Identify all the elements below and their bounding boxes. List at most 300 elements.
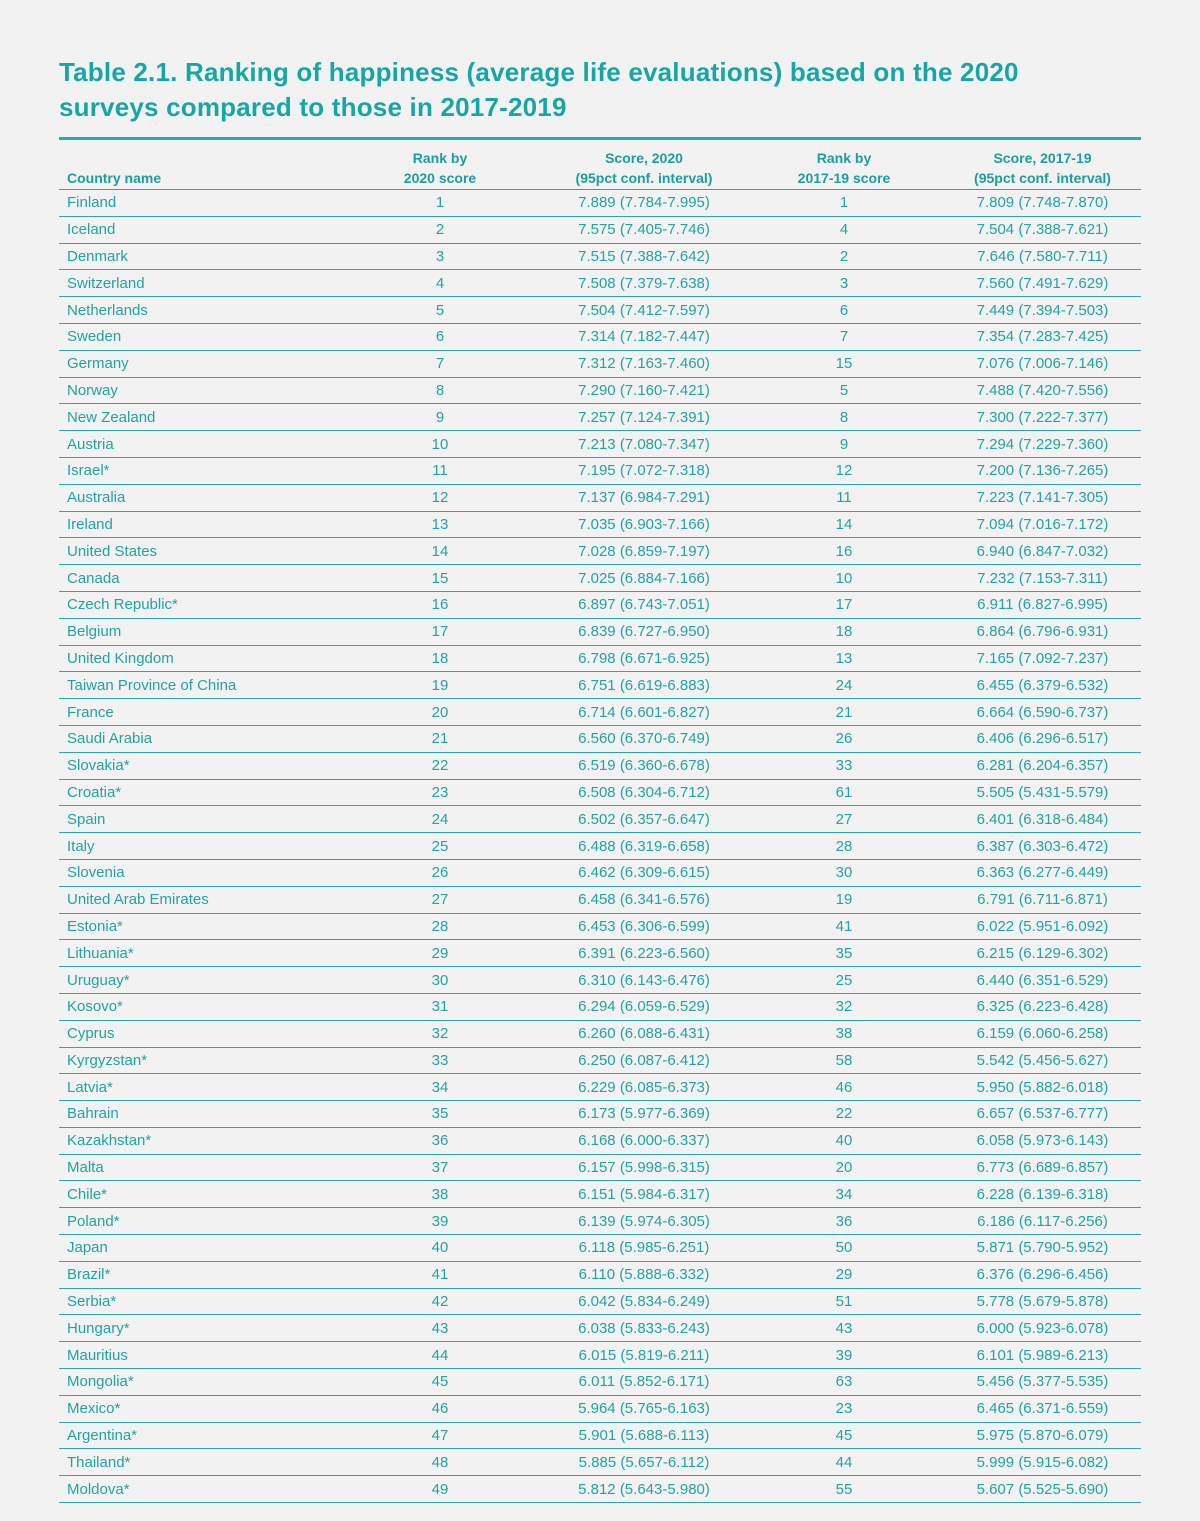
- cell-country-name: Chile*: [67, 1185, 108, 1203]
- cell-rank-2017-19: 55: [835, 1480, 853, 1498]
- table-row: [59, 1262, 1141, 1289]
- title-line-2: surveys compared to those in 2017-2019: [59, 92, 567, 122]
- table-row: [59, 458, 1141, 485]
- table-body: [59, 190, 1141, 1503]
- header-rank-2017-19-line-1: Rank by: [816, 150, 872, 166]
- cell-rank-2017-19: 10: [835, 569, 853, 587]
- table-row: [59, 297, 1141, 324]
- header-score-2017-19-line-2: (95pct conf. interval): [974, 170, 1111, 186]
- cell-country-name: Germany: [67, 355, 129, 373]
- cell-score-2017-19: 5.871 (5.790-5.952): [976, 1239, 1109, 1257]
- cell-rank-2017-19: 23: [835, 1400, 853, 1418]
- table-row: [59, 244, 1141, 271]
- cell-country-name: Taiwan Province of China: [67, 676, 237, 694]
- cell-country-name: Mexico*: [67, 1400, 121, 1418]
- table-row: [59, 1235, 1141, 1262]
- cell-rank-2020: 48: [431, 1453, 449, 1471]
- cell-rank-2020: 31: [431, 998, 449, 1016]
- cell-score-2020: 6.157 (5.998-6.315): [578, 1159, 710, 1177]
- header-score-2017-19: [944, 148, 1141, 188]
- cell-score-2020: 6.508 (6.304-6.712): [578, 783, 710, 801]
- cell-rank-2020: 18: [431, 649, 449, 667]
- cell-rank-2020: 25: [431, 837, 449, 855]
- table-row: [59, 1342, 1141, 1369]
- cell-country-name: France: [67, 703, 114, 721]
- cell-country-name: Estonia*: [67, 917, 123, 935]
- cell-score-2017-19: 5.950 (5.882-6.018): [976, 1078, 1109, 1096]
- cell-score-2017-19: 6.440 (6.351-6.529): [976, 971, 1109, 989]
- cell-rank-2017-19: 43: [835, 1319, 853, 1337]
- header-country: [59, 168, 336, 188]
- cell-score-2020: 7.515 (7.388-7.642): [578, 247, 710, 265]
- cell-country-name: Bahrain: [67, 1105, 119, 1123]
- cell-score-2017-19: 6.387 (6.303-6.472): [976, 837, 1109, 855]
- table-row: [59, 994, 1141, 1021]
- cell-score-2020: 6.488 (6.319-6.658): [578, 837, 710, 855]
- cell-score-2020: 6.042 (5.834-6.249): [578, 1293, 710, 1311]
- table-row: [59, 753, 1141, 780]
- cell-score-2020: 6.453 (6.306-6.599): [578, 917, 710, 935]
- cell-score-2017-19: 5.999 (5.915-6.082): [976, 1453, 1109, 1471]
- cell-rank-2017-19: 11: [836, 489, 852, 507]
- cell-rank-2020: 8: [435, 381, 445, 399]
- cell-country-name: Finland: [67, 194, 117, 212]
- cell-rank-2017-19: 34: [835, 1185, 853, 1203]
- header-rank-2020-line-1: Rank by: [412, 150, 468, 166]
- table-row: [59, 967, 1141, 994]
- cell-country-name: Mauritius: [67, 1346, 128, 1364]
- table-row: [59, 780, 1141, 807]
- cell-score-2020: 7.257 (7.124-7.391): [578, 408, 710, 426]
- cell-score-2017-19: 6.791 (6.711-6.871): [977, 891, 1108, 909]
- cell-rank-2020: 24: [431, 810, 449, 828]
- cell-score-2017-19: 5.456 (5.377-5.535): [976, 1373, 1109, 1391]
- cell-rank-2017-19: 25: [835, 971, 853, 989]
- table-row: [59, 940, 1141, 967]
- cell-country-name: Thailand*: [67, 1453, 131, 1471]
- cell-rank-2017-19: 8: [839, 408, 849, 426]
- table-row: [59, 1021, 1141, 1048]
- cell-score-2020: 7.137 (6.984-7.291): [578, 489, 710, 507]
- header-country-label: Country name: [67, 170, 162, 186]
- cell-rank-2020: 5: [435, 301, 445, 319]
- cell-country-name: Denmark: [67, 247, 128, 265]
- cell-rank-2020: 17: [431, 623, 449, 641]
- table-row: [59, 806, 1141, 833]
- cell-score-2020: 6.897 (6.743-7.051): [578, 596, 710, 614]
- cell-rank-2020: 10: [431, 435, 449, 453]
- table-row: [59, 1449, 1141, 1476]
- cell-rank-2020: 39: [431, 1212, 449, 1230]
- table-row: [59, 512, 1141, 539]
- cell-score-2020: 6.139 (5.974-6.305): [578, 1212, 710, 1230]
- cell-score-2017-19: 5.542 (5.456-5.627): [976, 1051, 1109, 1069]
- cell-score-2020: 6.458 (6.341-6.576): [578, 891, 710, 909]
- cell-rank-2017-19: 40: [835, 1132, 853, 1150]
- cell-score-2017-19: 6.664 (6.590-6.737): [976, 703, 1109, 721]
- cell-score-2017-19: 6.101 (5.989-6.213): [976, 1346, 1109, 1364]
- cell-rank-2017-19: 20: [835, 1159, 853, 1177]
- cell-rank-2017-19: 61: [835, 783, 853, 801]
- table-row: [59, 1315, 1141, 1342]
- cell-score-2017-19: 6.000 (5.923-6.078): [976, 1319, 1109, 1337]
- cell-score-2020: 6.118 (5.985-6.251): [578, 1239, 710, 1257]
- cell-score-2020: 7.508 (7.379-7.638): [578, 274, 710, 292]
- cell-score-2017-19: 6.465 (6.371-6.559): [976, 1400, 1109, 1418]
- cell-rank-2017-19: 13: [835, 649, 853, 667]
- table-row: [59, 351, 1141, 378]
- cell-country-name: Czech Republic*: [67, 596, 178, 614]
- cell-score-2017-19: 6.363 (6.277-6.449): [976, 864, 1109, 882]
- cell-score-2020: 6.229 (6.085-6.373): [578, 1078, 710, 1096]
- table-row: [59, 1048, 1141, 1075]
- cell-score-2017-19: 6.215 (6.129-6.302): [976, 944, 1109, 962]
- table-row: [59, 672, 1141, 699]
- cell-rank-2017-19: 22: [835, 1105, 853, 1123]
- table-row: [59, 1181, 1141, 1208]
- cell-country-name: Croatia*: [67, 783, 122, 801]
- table-row: [59, 1101, 1141, 1128]
- cell-score-2017-19: 7.076 (7.006-7.146): [976, 355, 1109, 373]
- cell-country-name: Italy: [67, 837, 95, 855]
- table-row: [59, 860, 1141, 887]
- cell-rank-2017-19: 14: [835, 515, 853, 533]
- cell-rank-2017-19: 21: [835, 703, 853, 721]
- cell-rank-2017-19: 6: [839, 301, 849, 319]
- header-score-2020: [544, 148, 744, 188]
- table-row: [59, 1423, 1141, 1450]
- table-row: [59, 1155, 1141, 1182]
- cell-score-2020: 6.839 (6.727-6.950): [578, 623, 710, 641]
- cell-country-name: Switzerland: [67, 274, 145, 292]
- cell-score-2017-19: 7.560 (7.491-7.629): [976, 274, 1109, 292]
- cell-score-2020: 7.889 (7.784-7.995): [578, 194, 710, 212]
- cell-country-name: Iceland: [67, 221, 116, 239]
- cell-rank-2017-19: 4: [839, 221, 849, 239]
- cell-rank-2020: 21: [431, 730, 449, 748]
- cell-score-2017-19: 6.864 (6.796-6.931): [976, 623, 1109, 641]
- cell-score-2017-19: 7.488 (7.420-7.556): [976, 381, 1109, 399]
- table-row: [59, 431, 1141, 458]
- cell-country-name: Canada: [67, 569, 120, 587]
- cell-rank-2020: 37: [431, 1159, 449, 1177]
- table-row: [59, 699, 1141, 726]
- table-row: [59, 726, 1141, 753]
- cell-score-2017-19: 6.186 (6.117-6.256): [977, 1212, 1108, 1230]
- cell-rank-2017-19: 30: [835, 864, 853, 882]
- cell-score-2020: 6.751 (6.619-6.883): [578, 676, 710, 694]
- cell-score-2017-19: 5.975 (5.870-6.079): [976, 1427, 1109, 1445]
- cell-country-name: United Kingdom: [67, 649, 174, 667]
- cell-score-2017-19: 5.505 (5.431-5.579): [976, 783, 1109, 801]
- cell-score-2020: 6.168 (6.000-6.337): [578, 1132, 710, 1150]
- cell-rank-2017-19: 18: [835, 623, 853, 641]
- cell-rank-2020: 16: [431, 596, 449, 614]
- cell-score-2020: 6.173 (5.977-6.369): [578, 1105, 710, 1123]
- cell-score-2020: 6.310 (6.143-6.476): [578, 971, 710, 989]
- cell-country-name: Norway: [67, 381, 118, 399]
- cell-country-name: Mongolia*: [67, 1373, 134, 1391]
- cell-rank-2017-19: 5: [839, 381, 849, 399]
- cell-rank-2020: 33: [431, 1051, 449, 1069]
- cell-country-name: Slovenia: [67, 864, 125, 882]
- cell-country-name: Spain: [67, 810, 106, 828]
- cell-rank-2017-19: 58: [835, 1051, 853, 1069]
- cell-score-2020: 6.714 (6.601-6.827): [578, 703, 710, 721]
- cell-score-2020: 7.290 (7.160-7.421): [578, 381, 710, 399]
- cell-country-name: United Arab Emirates: [67, 891, 209, 909]
- cell-score-2020: 6.151 (5.984-6.317): [578, 1185, 710, 1203]
- cell-score-2017-19: 7.354 (7.283-7.425): [976, 328, 1109, 346]
- cell-score-2020: 7.195 (7.072-7.318): [578, 462, 710, 480]
- cell-rank-2017-19: 3: [839, 274, 849, 292]
- cell-rank-2020: 4: [435, 274, 445, 292]
- table-row: [59, 1369, 1141, 1396]
- cell-rank-2020: 1: [435, 194, 445, 212]
- cell-score-2020: 6.260 (6.088-6.431): [578, 1025, 710, 1043]
- header-rank-2020-line-2: 2020 score: [403, 170, 477, 186]
- cell-country-name: Ireland: [67, 515, 113, 533]
- cell-rank-2017-19: 2: [839, 247, 849, 265]
- header-score-2020-line-1: Score, 2020: [605, 150, 683, 166]
- cell-country-name: Kosovo*: [67, 998, 123, 1016]
- cell-score-2017-19: 5.607 (5.525-5.690): [976, 1480, 1109, 1498]
- title-line-1: Table 2.1. Ranking of happiness (average life evaluations) based on the 2020: [59, 57, 1019, 87]
- cell-rank-2020: 35: [431, 1105, 449, 1123]
- cell-rank-2020: 11: [432, 462, 448, 480]
- cell-rank-2017-19: 27: [835, 810, 853, 828]
- cell-country-name: Netherlands: [67, 301, 148, 319]
- table-row: [59, 324, 1141, 351]
- cell-rank-2017-19: 39: [835, 1346, 853, 1364]
- table-row: [59, 1208, 1141, 1235]
- cell-rank-2020: 42: [431, 1293, 449, 1311]
- happiness-ranking-table: [59, 137, 1141, 1503]
- header-score-2017-19-line-1: Score, 2017-19: [993, 150, 1092, 166]
- header-rank-2020: [336, 148, 544, 188]
- cell-rank-2020: 40: [431, 1239, 449, 1257]
- cell-rank-2020: 45: [431, 1373, 449, 1391]
- cell-rank-2017-19: 7: [839, 328, 849, 346]
- cell-rank-2017-19: 50: [835, 1239, 853, 1257]
- cell-score-2017-19: 7.200 (7.136-7.265): [976, 462, 1109, 480]
- cell-score-2017-19: 6.325 (6.223-6.428): [976, 998, 1109, 1016]
- cell-country-name: United States: [67, 542, 158, 560]
- cell-score-2020: 6.502 (6.357-6.647): [578, 810, 710, 828]
- cell-rank-2020: 30: [431, 971, 449, 989]
- cell-country-name: Argentina*: [67, 1427, 138, 1445]
- cell-country-name: Saudi Arabia: [67, 730, 153, 748]
- cell-rank-2017-19: 36: [835, 1212, 853, 1230]
- cell-country-name: Kazakhstan*: [67, 1132, 152, 1150]
- cell-rank-2017-19: 1: [839, 194, 849, 212]
- cell-score-2020: 7.314 (7.182-7.447): [578, 328, 710, 346]
- cell-score-2020: 7.575 (7.405-7.746): [578, 221, 710, 239]
- header-rank-2017-19: [744, 148, 944, 188]
- cell-country-name: Lithuania*: [67, 944, 134, 962]
- cell-rank-2020: 28: [431, 917, 449, 935]
- cell-score-2017-19: 6.022 (5.951-6.092): [976, 917, 1109, 935]
- cell-rank-2020: 9: [435, 408, 445, 426]
- cell-country-name: Cyprus: [67, 1025, 115, 1043]
- table-row: [59, 646, 1141, 673]
- cell-rank-2020: 47: [431, 1427, 449, 1445]
- cell-rank-2020: 15: [431, 569, 449, 587]
- cell-score-2020: 6.462 (6.309-6.615): [578, 864, 710, 882]
- cell-rank-2017-19: 44: [835, 1453, 853, 1471]
- cell-score-2017-19: 7.094 (7.016-7.172): [976, 515, 1109, 533]
- cell-country-name: Sweden: [67, 328, 122, 346]
- header-rank-2017-19-line-2: 2017-19 score: [797, 170, 891, 186]
- cell-score-2017-19: 6.940 (6.847-7.032): [976, 542, 1109, 560]
- table-row: [59, 592, 1141, 619]
- cell-country-name: Serbia*: [67, 1293, 117, 1311]
- cell-score-2020: 5.964 (5.765-6.163): [578, 1400, 710, 1418]
- cell-score-2017-19: 7.223 (7.141-7.305): [976, 489, 1109, 507]
- cell-score-2017-19: 7.165 (7.092-7.237): [976, 649, 1109, 667]
- cell-score-2020: 6.015 (5.819-6.211): [578, 1346, 710, 1364]
- cell-score-2017-19: 6.911 (6.827-6.995): [977, 596, 1108, 614]
- cell-rank-2020: 22: [431, 757, 449, 775]
- cell-score-2020: 6.294 (6.059-6.529): [578, 998, 710, 1016]
- table-row: [59, 217, 1141, 244]
- table-row: [59, 270, 1141, 297]
- cell-score-2017-19: 7.294 (7.229-7.360): [976, 435, 1109, 453]
- table-row: [59, 404, 1141, 431]
- cell-rank-2020: 29: [431, 944, 449, 962]
- cell-score-2020: 6.011 (5.852-6.171): [578, 1373, 710, 1391]
- cell-rank-2020: 3: [435, 247, 445, 265]
- cell-rank-2017-19: 17: [835, 596, 853, 614]
- cell-rank-2020: 27: [431, 891, 449, 909]
- cell-rank-2017-19: 26: [835, 730, 853, 748]
- cell-country-name: Japan: [67, 1239, 108, 1257]
- cell-country-name: Kyrgyzstan*: [67, 1051, 148, 1069]
- cell-score-2020: 7.312 (7.163-7.460): [578, 355, 710, 373]
- cell-score-2017-19: 5.778 (5.679-5.878): [976, 1293, 1109, 1311]
- table-row: [59, 378, 1141, 405]
- cell-rank-2020: 23: [431, 783, 449, 801]
- cell-country-name: New Zealand: [67, 408, 156, 426]
- cell-rank-2017-19: 19: [835, 891, 853, 909]
- cell-score-2017-19: 7.300 (7.222-7.377): [976, 408, 1109, 426]
- cell-country-name: Australia: [67, 489, 126, 507]
- cell-score-2020: 7.035 (6.903-7.166): [578, 515, 710, 533]
- cell-score-2017-19: 7.232 (7.153-7.311): [977, 569, 1108, 587]
- cell-score-2017-19: 7.646 (7.580-7.711): [977, 247, 1108, 265]
- cell-rank-2020: 12: [431, 489, 449, 507]
- cell-rank-2017-19: 35: [835, 944, 853, 962]
- cell-score-2017-19: 6.228 (6.139-6.318): [976, 1185, 1109, 1203]
- page-title: [59, 55, 1149, 125]
- table-header: [59, 140, 1141, 190]
- cell-country-name: Malta: [67, 1159, 104, 1177]
- cell-score-2020: 7.025 (6.884-7.166): [578, 569, 710, 587]
- cell-country-name: Belgium: [67, 623, 122, 641]
- cell-rank-2017-19: 38: [835, 1025, 853, 1043]
- table-row: [59, 833, 1141, 860]
- table-row: [59, 1476, 1141, 1503]
- cell-score-2020: 6.560 (6.370-6.749): [578, 730, 710, 748]
- cell-score-2017-19: 6.406 (6.296-6.517): [976, 730, 1109, 748]
- cell-score-2017-19: 6.281 (6.204-6.357): [976, 757, 1109, 775]
- cell-rank-2020: 7: [435, 355, 445, 373]
- cell-score-2017-19: 7.809 (7.748-7.870): [976, 194, 1109, 212]
- cell-rank-2017-19: 29: [835, 1266, 853, 1284]
- table-row: [59, 1396, 1141, 1423]
- cell-rank-2020: 13: [431, 515, 449, 533]
- cell-rank-2020: 36: [431, 1132, 449, 1150]
- cell-score-2017-19: 6.159 (6.060-6.258): [976, 1025, 1109, 1043]
- table-row: [59, 1074, 1141, 1101]
- table-row: [59, 538, 1141, 565]
- cell-score-2017-19: 7.449 (7.394-7.503): [976, 301, 1109, 319]
- cell-country-name: Israel*: [67, 462, 110, 480]
- cell-rank-2017-19: 16: [835, 542, 853, 560]
- cell-score-2020: 5.812 (5.643-5.980): [578, 1480, 710, 1498]
- cell-country-name: Latvia*: [67, 1078, 113, 1096]
- cell-country-name: Hungary*: [67, 1319, 130, 1337]
- cell-score-2020: 7.213 (7.080-7.347): [578, 435, 710, 453]
- cell-score-2020: 6.391 (6.223-6.560): [578, 944, 710, 962]
- cell-score-2017-19: 6.773 (6.689-6.857): [976, 1159, 1109, 1177]
- cell-rank-2020: 6: [435, 328, 445, 346]
- cell-rank-2020: 44: [431, 1346, 449, 1364]
- table-row: [59, 1289, 1141, 1316]
- cell-rank-2020: 43: [431, 1319, 449, 1337]
- cell-score-2017-19: 7.504 (7.388-7.621): [976, 221, 1109, 239]
- cell-score-2017-19: 6.401 (6.318-6.484): [976, 810, 1109, 828]
- cell-rank-2020: 38: [431, 1185, 449, 1203]
- table-row: [59, 887, 1141, 914]
- cell-rank-2017-19: 51: [835, 1293, 853, 1311]
- cell-country-name: Poland*: [67, 1212, 120, 1230]
- cell-rank-2020: 34: [431, 1078, 449, 1096]
- cell-score-2017-19: 6.058 (5.973-6.143): [976, 1132, 1109, 1150]
- cell-country-name: Uruguay*: [67, 971, 130, 989]
- cell-score-2017-19: 6.376 (6.296-6.456): [976, 1266, 1109, 1284]
- cell-country-name: Austria: [67, 435, 114, 453]
- cell-rank-2020: 26: [431, 864, 449, 882]
- table-row: [59, 190, 1141, 217]
- table-row: [59, 914, 1141, 941]
- cell-rank-2017-19: 41: [835, 917, 853, 935]
- table-row: [59, 565, 1141, 592]
- cell-score-2020: 5.901 (5.688-6.113): [578, 1427, 710, 1445]
- cell-country-name: Slovakia*: [67, 757, 130, 775]
- cell-score-2020: 6.110 (5.888-6.332): [578, 1266, 710, 1284]
- table-row: [59, 485, 1141, 512]
- cell-rank-2020: 14: [431, 542, 449, 560]
- cell-score-2020: 6.798 (6.671-6.925): [578, 649, 710, 667]
- cell-rank-2020: 46: [431, 1400, 449, 1418]
- cell-rank-2017-19: 9: [839, 435, 849, 453]
- cell-rank-2017-19: 33: [835, 757, 853, 775]
- cell-rank-2017-19: 15: [835, 355, 853, 373]
- table-row: [59, 1128, 1141, 1155]
- cell-rank-2017-19: 63: [835, 1373, 853, 1391]
- cell-rank-2020: 41: [431, 1266, 449, 1284]
- cell-score-2020: 6.250 (6.087-6.412): [578, 1051, 710, 1069]
- cell-score-2020: 6.038 (5.833-6.243): [578, 1319, 710, 1337]
- cell-country-name: Brazil*: [67, 1266, 111, 1284]
- cell-score-2017-19: 6.657 (6.537-6.777): [976, 1105, 1109, 1123]
- cell-rank-2017-19: 46: [835, 1078, 853, 1096]
- cell-rank-2017-19: 32: [835, 998, 853, 1016]
- cell-score-2020: 7.028 (6.859-7.197): [578, 542, 710, 560]
- cell-rank-2020: 19: [431, 676, 449, 694]
- header-score-2020-line-2: (95pct conf. interval): [575, 170, 713, 186]
